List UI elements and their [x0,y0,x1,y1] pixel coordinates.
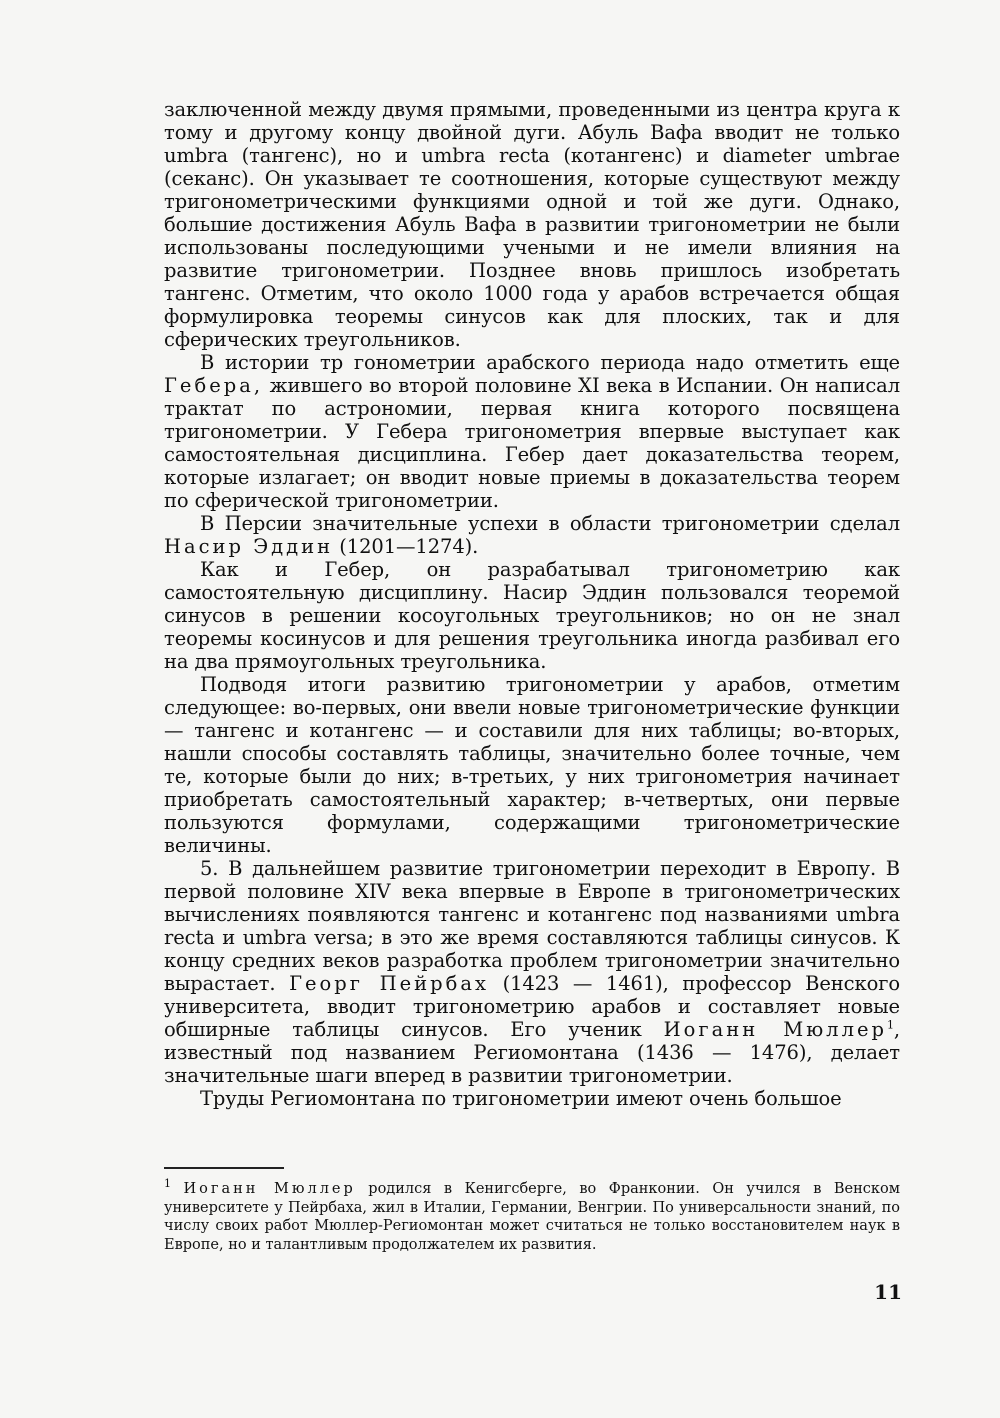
paragraph-text: В истории тр гонометрии арабского периода надо отметить еще [200,351,900,374]
paragraph-text: Как и Гебер, он разрабатывал тригонометрию как самостоятельную дисциплину. Насир Эддин пользовался теоремой синусов в решении косоугольных треугольников; но он не знал теоремы косинусов и для решения треугольника иногда разбивал его на два прямоугольных треугольника. [164,558,900,673]
paragraph-text: жившего во второй половине XI века в Испании. Он написал трактат по астрономии, первая книга которого посвящена тригонометрии. У Гебера тригонометрия впервые выступает как самостоятельная дисциплина. Гебер дает доказательства теорем, которые излагает; он вводит новые приемы в доказательства теорем по сферической тригонометрии. [164,374,900,512]
page-number: 11 [874,1280,902,1304]
person-name: Гебера, [164,374,264,397]
footnote-name: Иоганн Мюллер [183,1181,356,1197]
person-name: Насир Эддин [164,535,334,558]
paragraph-text: 5. В дальнейшем развитие тригонометрии переходит в Европу. В первой половине XIV века впервые в Европе в тригонометрических вычислениях появляются тангенс и котангенс под названиями umbra recta и umbra versa; в это же время составляются таблицы синусов. К концу средних веков разработка проблем тригонометрии значительно вырастает. [164,857,900,995]
paragraph [164,857,900,1087]
footnote-marker: 1 [164,1177,171,1191]
paragraph-text: , известный под названием Региомонтана (1436 — 1476), делает значительные шаги вперед в развитии тригонометрии. [164,1018,900,1087]
paragraph [164,512,900,558]
body-text [164,98,900,1110]
footnote [164,1177,900,1254]
paragraph [164,351,900,512]
paragraph [164,1087,900,1110]
paragraph [164,673,900,857]
person-name: Иоганн Мюллер [663,1018,887,1041]
footnote-divider [164,1167,284,1169]
footnote-text: родился в Кенигсберге, во Франконии. Он учился в Венском университете у Пейрбаха, жил в Италии, Германии, Венгрии. По универсальности знаний, по числу своих работ Мюллер-Региомонтан может считаться не только восстановителем наук в Европе, но и талантливым продолжателем их развития. [164,1181,900,1253]
paragraph [164,98,900,351]
paragraph-text: (1423 — 1461), профессор Венского университета, вводит тригонометрию арабов и составляет новые обширные таблицы синусов. Его ученик [164,972,900,1041]
paragraph-text: В Персии значительные успехи в области тригонометрии сделал [200,512,900,535]
paragraph-text: Труды Региомонтана по тригонометрии имеют очень большое [200,1087,842,1110]
paragraph-text: заключенной между двумя прямыми, проведенными из центра круга к тому и другому концу двойной дуги. Абуль Вафа вводит не только umbra (тангенс), но и umbra recta (котангенс) и diameter umbrae (секанс). Он указывает те соотношения, которые существуют между тригонометрическими функциями одной и той же дуги. Однако, большие достижения Абуль Вафа в развитии тригонометрии не были использованы последующими учеными и не имели влияния на развитие тригонометрии. Позднее вновь пришлось изобретать тангенс. Отметим, что около 1000 года у арабов встречается общая формулировка теоремы синусов как для плоских, так и для сферических треугольников. [164,98,900,351]
footnote-ref: 1 [886,1018,894,1032]
person-name: Георг Пейрбах [289,972,490,995]
paragraph-text: (1201—1274). [333,535,479,558]
paragraph-text: Подводя итоги развитию тригонометрии у арабов, отметим следующее: во-первых, они ввели новые тригонометрические функции — тангенс и котангенс — и составили для них таблицы; во-вторых, нашли способы составлять таблицы, значительно более точные, чем те, которые были до них; в-третьих, у них тригонометрия начинает приобретать самостоятельный характер; в-четвертых, они первые пользуются формулами, содержащими тригонометрические величины. [164,673,900,857]
paragraph [164,558,900,673]
